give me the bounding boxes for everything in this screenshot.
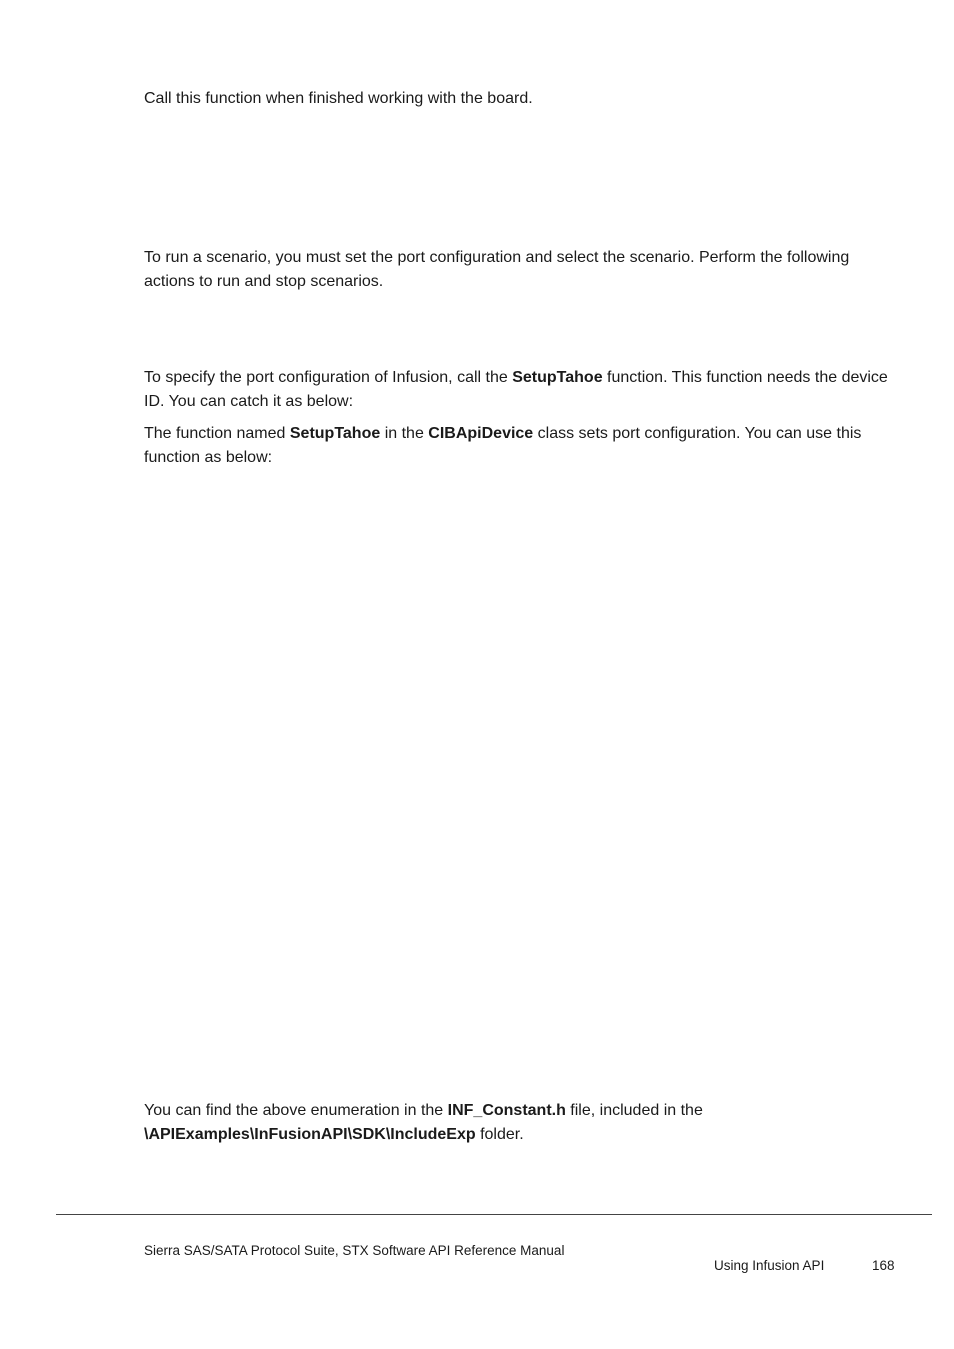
footer-page-number: 168	[872, 1258, 895, 1273]
paragraph-text: file, included in the	[565, 1102, 703, 1119]
paragraph-text: folder.	[475, 1126, 524, 1143]
footer-divider	[56, 1214, 932, 1215]
file-name-inf-constant: INF_Constant.h	[447, 1102, 566, 1119]
paragraph-port-configuration	[144, 366, 894, 414]
footer-manual-title: Sierra SAS/SATA Protocol Suite, STX Software API Reference Manual	[144, 1243, 565, 1258]
paragraph-finish-board	[144, 87, 894, 111]
paragraph-text: The function named	[144, 425, 290, 442]
paragraph-text: function. This function needs the device ID. You can catch it as below:	[144, 369, 888, 410]
paragraph-setuptahoe-usage	[144, 422, 894, 470]
paragraph-text: To run a scenario, you must set the port configuration and select the scenario. Perform the following actions to run and stop scenarios.	[144, 249, 850, 290]
paragraph-run-scenario	[144, 246, 894, 294]
paragraph-text: You can find the above enumeration in the	[144, 1102, 448, 1119]
function-name-setuptahoe: SetupTahoe	[512, 369, 603, 386]
folder-path: \APIExamples\InFusionAPI\SDK\IncludeExp	[144, 1126, 476, 1143]
paragraph-enumeration-location	[144, 1099, 894, 1147]
paragraph-text: in the	[380, 425, 429, 442]
paragraph-text: To specify the port configuration of Infusion, call the	[144, 369, 513, 386]
class-name-cibapidevice: CIBApiDevice	[428, 425, 534, 442]
paragraph-text: class sets port configuration. You can use this function as below:	[144, 425, 862, 466]
paragraph-text: Call this function when finished working with the board.	[144, 90, 533, 107]
function-name-setuptahoe: SetupTahoe	[289, 425, 381, 442]
footer-section-name: Using Infusion API	[714, 1258, 825, 1273]
